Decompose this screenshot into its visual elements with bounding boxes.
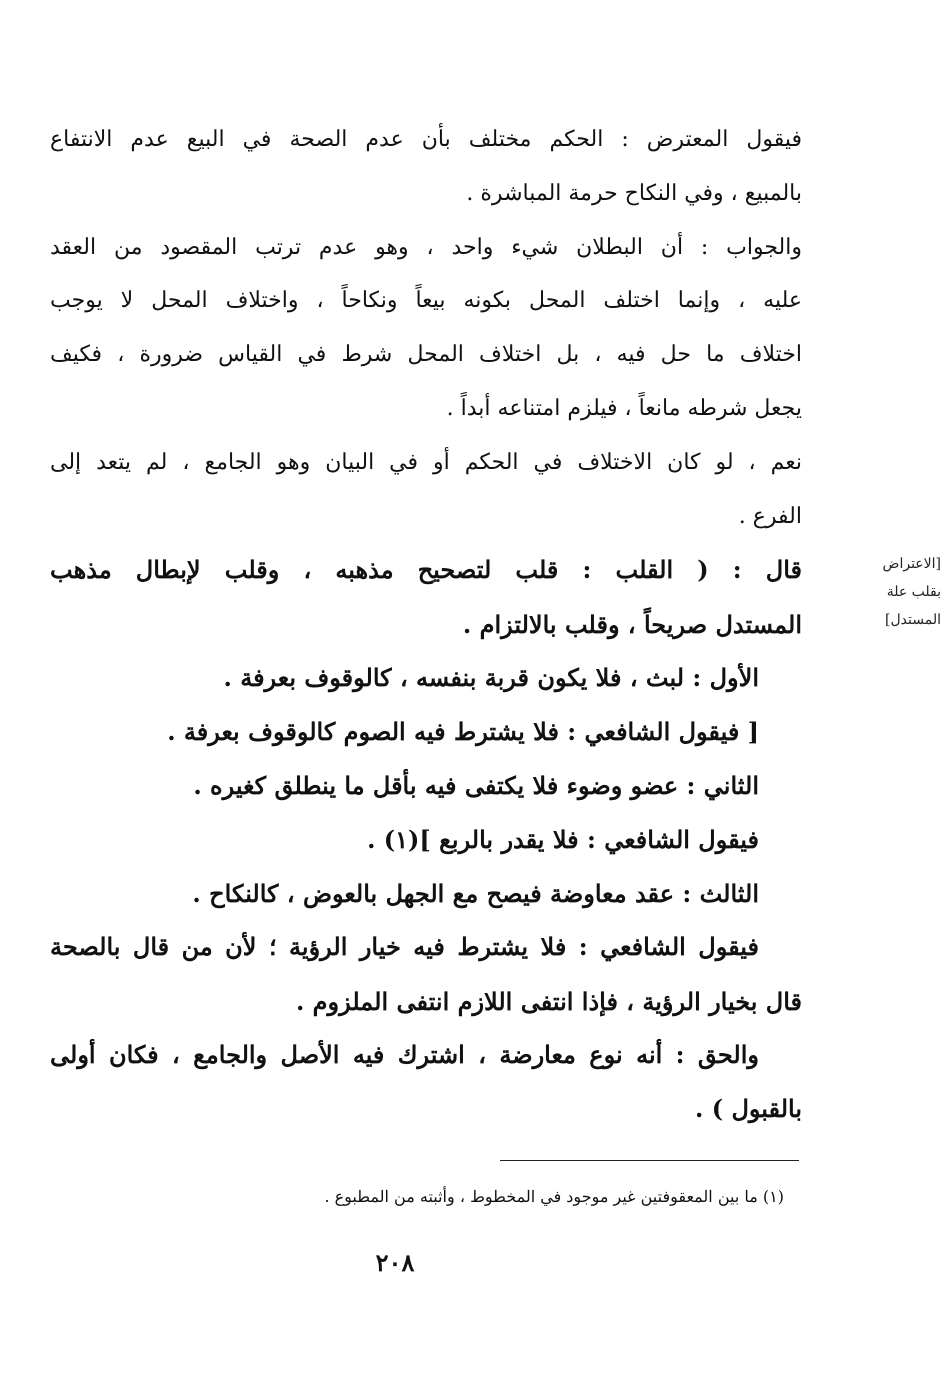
body-line-9: قال : ( القلب : قلب لتصحيح مذهبه ، وقلب لإبطال مذهب xyxy=(50,555,802,584)
body-line-15: الثالث : عقد معاوضة فيصح مع الجهل بالعوض ، كالنكاح . xyxy=(192,879,759,908)
footnote: (١) ما بين المعقوفتين غير موجود في المخطوط ، وأثبته من المطبوع . xyxy=(324,1187,784,1206)
body-line-16: فيقول الشافعي : فلا يشترط فيه خيار الرؤية ؛ لأن من قال بالصحة xyxy=(50,932,759,961)
body-line-5: اختلاف ما حل فيه ، بل اختلاف المحل شرط في القياس ضرورة ، فكيف xyxy=(50,342,802,367)
body-line-19: بالقبول ) . xyxy=(695,1094,802,1123)
body-line-11: الأول : لبث ، فلا يكون قربة بنفسه ، كالوقوف بعرفة . xyxy=(223,663,759,692)
body-line-3: والجواب : أن البطلان شيء واحد ، وهو عدم ترتب المقصود من العقد xyxy=(50,235,802,260)
body-line-10: المستدل صريحاً ، وقلب بالالتزام . xyxy=(462,610,802,639)
body-line-12: [ فيقول الشافعي : فلا يشترط فيه الصوم كالوقوف بعرفة . xyxy=(167,717,759,746)
body-line-13: الثاني : عضو وضوء فلا يكتفى فيه بأقل ما ينطلق كغيره . xyxy=(193,771,759,800)
body-line-8: الفرع . xyxy=(738,504,802,529)
body-line-2: بالمبيع ، وفي النكاح حرمة المباشرة . xyxy=(466,181,802,206)
body-line-14: فيقول الشافعي : فلا يقدر بالربع ](١) . xyxy=(367,825,759,854)
margin-note-line-2: بقلب علة xyxy=(886,584,941,600)
footnote-separator xyxy=(500,1160,799,1161)
body-line-18: والحق : أنه نوع معارضة ، اشترك فيه الأصل والجامع ، فكان أولى xyxy=(50,1040,759,1069)
body-line-7: نعم ، لو كان الاختلاف في الحكم أو في البيان وهو الجامع ، لم يتعد إلى xyxy=(50,450,802,475)
body-line-6: يجعل شرطه مانعاً ، فيلزم امتناعه أبداً . xyxy=(446,396,802,421)
body-line-17: قال بخيار الرؤية ، فإذا انتفى اللازم انتفى الملزوم . xyxy=(295,987,802,1016)
margin-note xyxy=(811,550,941,634)
margin-note-line-1: [الاعتراض xyxy=(882,556,941,572)
body-line-1: فيقول المعترض : الحكم مختلف بأن عدم الصحة في البيع عدم الانتفاع xyxy=(50,127,802,152)
margin-note-line-3: المستدل] xyxy=(885,612,941,628)
page-number: ٢٠٨ xyxy=(375,1248,415,1277)
body-line-4: عليه ، وإنما اختلف المحل بكونه بيعاً ونكاحاً ، واختلاف المحل لا يوجب xyxy=(50,288,802,313)
